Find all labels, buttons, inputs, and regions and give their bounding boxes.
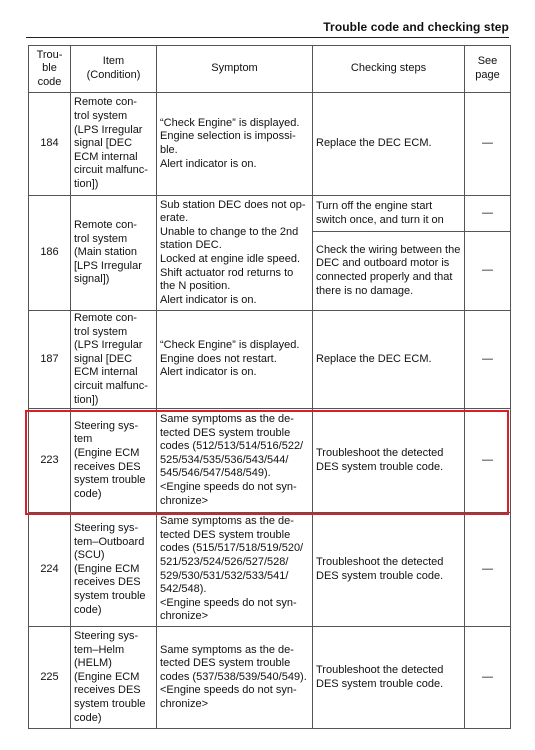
symptom: “Check Engine” is displayed. Engine does not restart. Alert indicator is on. [157, 311, 313, 409]
checking-step: Replace the DEC ECM. [313, 311, 465, 409]
trouble-code: 187 [29, 311, 71, 409]
see-page: — [465, 93, 511, 196]
checking-step: Troubleshoot the detected DES system trouble code. [313, 627, 465, 729]
table-row [29, 93, 511, 196]
checking-step: Replace the DEC ECM. [313, 93, 465, 196]
checking-step: Turn off the engine start switch once, and turn it on [313, 196, 465, 232]
col-header-see-page: See page [465, 46, 511, 93]
col-header-checking-steps: Checking steps [313, 46, 465, 93]
item-condition: Remote con- trol system (LPS Irregular signal [DEC ECM internal circuit malfunc- tion]) [71, 93, 157, 196]
see-page: — [465, 232, 511, 311]
trouble-code: 225 [29, 627, 71, 729]
table-row [29, 513, 511, 627]
trouble-code: 184 [29, 93, 71, 196]
page-section-title: Trouble code and checking step [323, 20, 509, 34]
symptom: Same symptoms as the de- tected DES system trouble codes (537/538/539/540/549). <Engine speeds do not syn- chronize> [157, 627, 313, 729]
checking-step: Troubleshoot the detected DES system trouble code. [313, 513, 465, 627]
header-rule [26, 37, 509, 38]
checking-step: Troubleshoot the detected DES system trouble code. [313, 409, 465, 513]
symptom: “Check Engine” is displayed. Engine selection is impossi- ble. Alert indicator is on. [157, 93, 313, 196]
table-row [29, 409, 511, 513]
col-header-item: Item (Condition) [71, 46, 157, 93]
col-header-symptom: Symptom [157, 46, 313, 93]
trouble-code-table [28, 45, 511, 729]
item-condition: Remote con- trol system (Main station [LPS Irregular signal]) [71, 196, 157, 311]
table-row [29, 627, 511, 729]
see-page: — [465, 409, 511, 513]
trouble-code: 223 [29, 409, 71, 513]
see-page: — [465, 627, 511, 729]
symptom: Sub station DEC does not op- erate. Unable to change to the 2nd station DEC. Locked at engine idle speed. Shift actuator rod returns to the N position. Alert indicator is on. [157, 196, 313, 311]
see-page: — [465, 196, 511, 232]
see-page: — [465, 311, 511, 409]
item-condition: Steering sys- tem–Helm (HELM) (Engine ECM receives DES system trouble code) [71, 627, 157, 729]
trouble-code: 186 [29, 196, 71, 311]
symptom: Same symptoms as the de- tected DES system trouble codes (512/513/514/516/522/ 525/534/535/536/543/544/ 545/546/547/548/549). <Engine speeds do not syn- chronize> [157, 409, 313, 513]
table-row [29, 311, 511, 409]
trouble-code: 224 [29, 513, 71, 627]
table-row [29, 196, 511, 232]
see-page: — [465, 513, 511, 627]
checking-step: Check the wiring between the DEC and outboard motor is connected properly and that there is no damage. [313, 232, 465, 311]
item-condition: Steering sys- tem–Outboard (SCU) (Engine ECM receives DES system trouble code) [71, 513, 157, 627]
table-header-row [29, 46, 511, 93]
item-condition: Steering sys- tem (Engine ECM receives DES system trouble code) [71, 409, 157, 513]
symptom: Same symptoms as the de- tected DES system trouble codes (515/517/518/519/520/ 521/523/524/526/527/528/ 529/530/531/532/533/541/ 542/548). <Engine speeds do not syn- chronize> [157, 513, 313, 627]
item-condition: Remote con- trol system (LPS Irregular signal [DEC ECM internal circuit malfunc- tion]) [71, 311, 157, 409]
col-header-code: Trou- ble code [29, 46, 71, 93]
